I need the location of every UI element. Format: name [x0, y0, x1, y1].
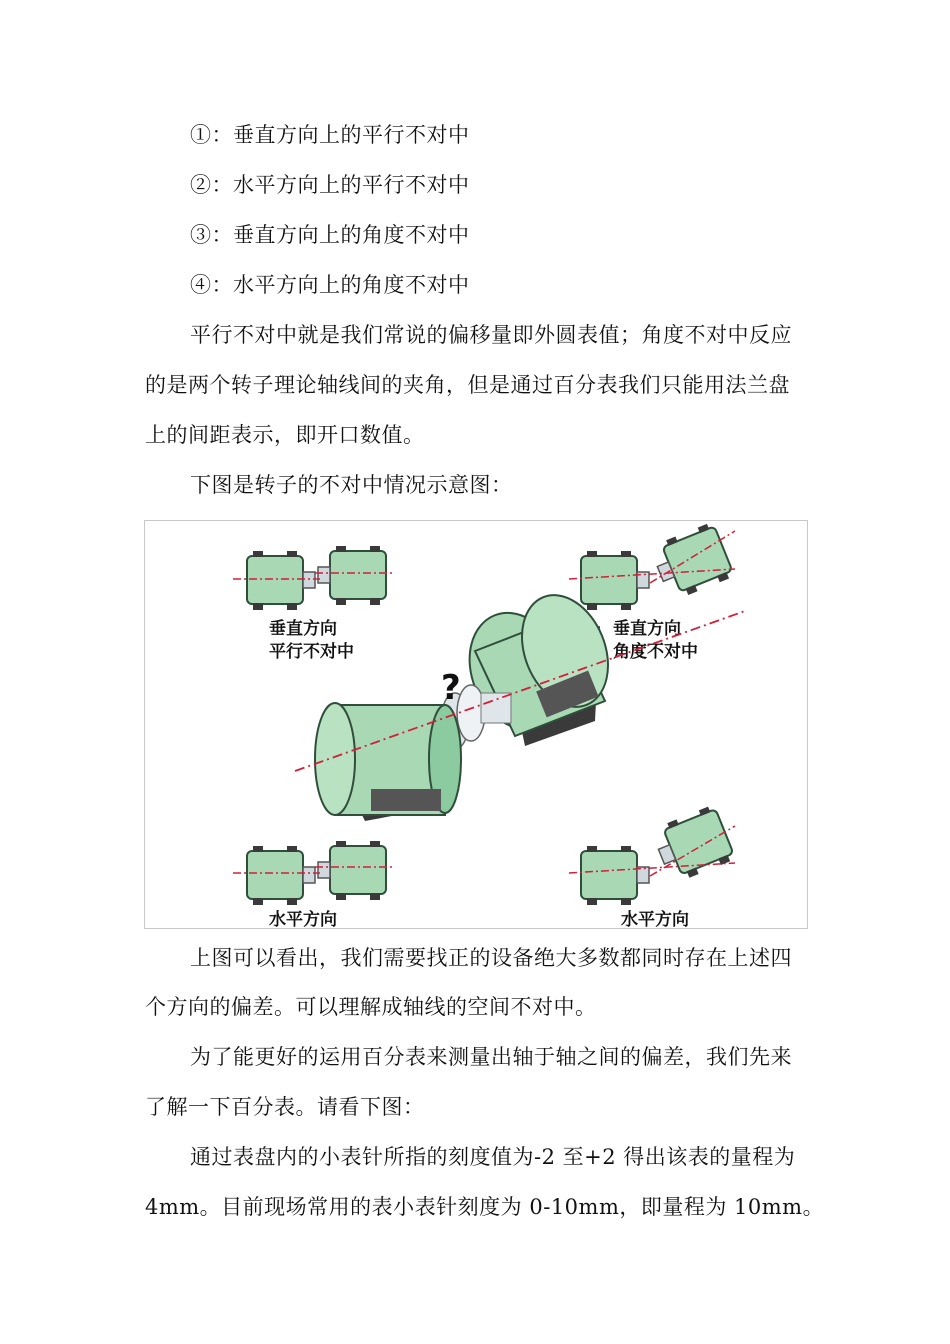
- label-bottom-left-1: 水平方向: [269, 910, 337, 928]
- paragraph-3-line-2: 个方向的偏差。可以理解成轴线的空间不对中。: [145, 995, 597, 1019]
- paragraph-1-line-3: 上的间距表示，即开口数值。: [145, 423, 425, 447]
- paragraph-4-line-2: 了解一下百分表。请看下图：: [145, 1095, 425, 1119]
- list-item-4: ④：水平方向上的角度不对中: [190, 273, 470, 297]
- large-motor-left: [315, 703, 461, 821]
- label-top-left-1: 垂直方向: [269, 619, 337, 639]
- list-item-1: ①：垂直方向上的平行不对中: [190, 123, 470, 147]
- label-top-left-2: 平行不对中: [269, 642, 354, 662]
- list-item-3: ③：垂直方向上的角度不对中: [190, 223, 470, 247]
- paragraph-1-line-1: 平行不对中就是我们常说的偏移量即外圆表值；角度不对中反应: [190, 323, 792, 347]
- label-bottom-right-1: 水平方向: [621, 910, 689, 928]
- label-top-right-1: 垂直方向: [613, 619, 681, 639]
- question-mark: ?: [441, 668, 461, 708]
- paragraph-3-line-1: 上图可以看出，我们需要找正的设备绝大多数都同时存在上述四: [190, 946, 792, 970]
- label-top-right-2: 角度不对中: [613, 642, 698, 662]
- misalignment-diagram: [145, 521, 807, 928]
- figure-intro: 下图是转子的不对中情况示意图：: [190, 473, 513, 497]
- list-item-2: ②：水平方向上的平行不对中: [190, 173, 470, 197]
- misalignment-figure: [144, 520, 808, 929]
- motor-pair-top-right: [569, 522, 735, 610]
- motor-pair-bottom-left: [233, 841, 393, 905]
- motor-pair-top-left: [233, 546, 393, 610]
- paragraph-4-line-1: 为了能更好的运用百分表来测量出轴于轴之间的偏差，我们先来: [190, 1045, 792, 1069]
- paragraph-5-line-2: 4mm。目前现场常用的表小表针刻度为 0-10mm，即量程为 10mm。: [145, 1195, 825, 1219]
- paragraph-1-line-2: 的是两个转子理论轴线间的夹角，但是通过百分表我们只能用法兰盘: [145, 373, 790, 397]
- paragraph-5-line-1: 通过表盘内的小表针所指的刻度值为-2 至+2 得出该表的量程为: [190, 1145, 796, 1169]
- motor-pair-bottom-right: [569, 804, 736, 905]
